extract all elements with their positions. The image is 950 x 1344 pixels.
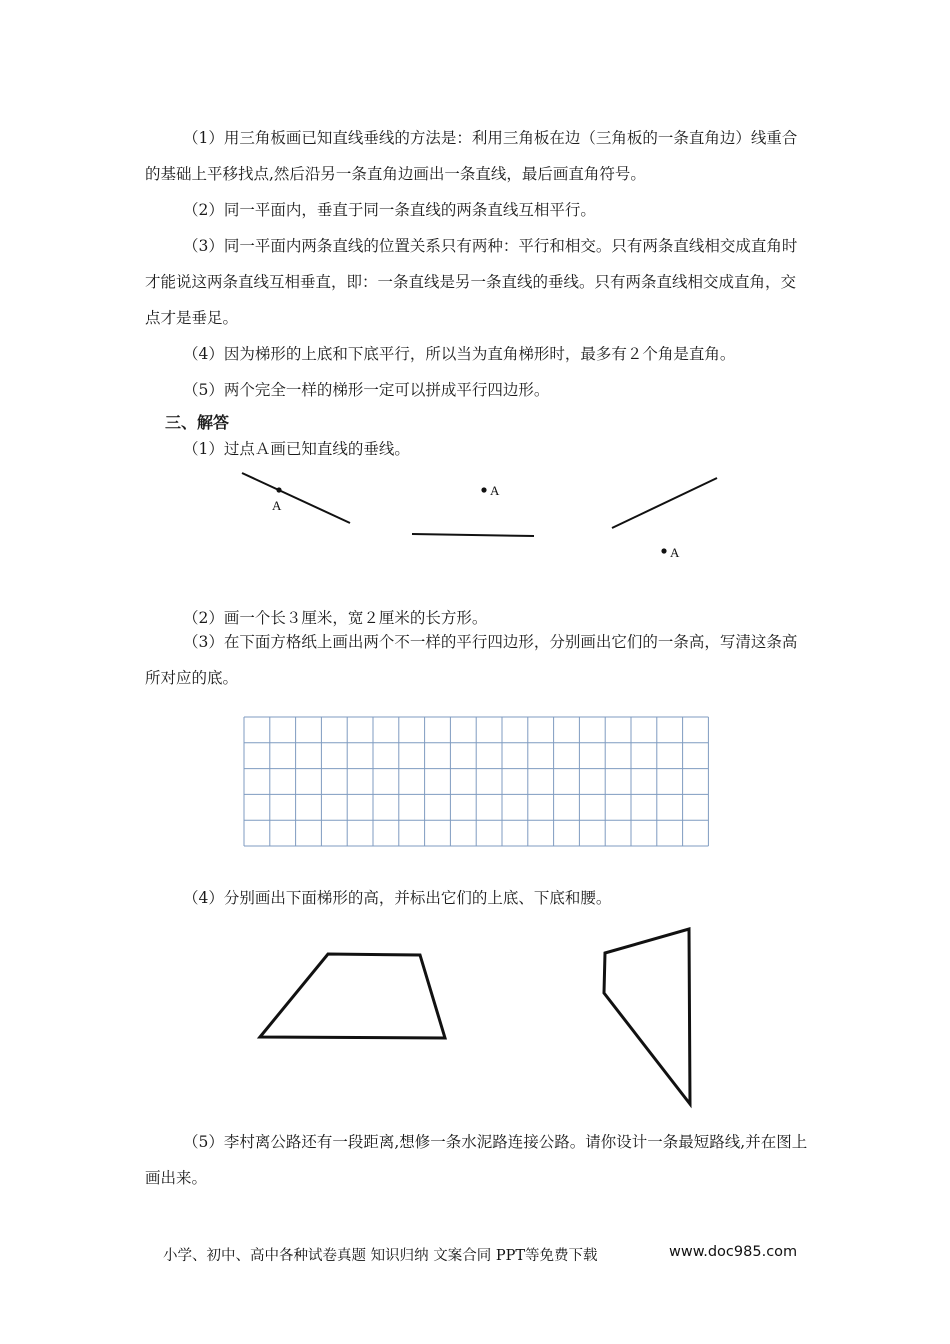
statement-1: （1）用三角板画已知直线垂线的方法是：利用三角板在边（三角板的一条直角边）线重合的基础上平移找点,然后沿另一条直角边画出一条直线，最后画直角符号。 bbox=[145, 129, 798, 183]
footer-url[interactable]: www.doc985.com bbox=[669, 1244, 798, 1260]
statement-2: （2）同一平面内，垂直于同一条直线的两条直线互相平行。 bbox=[183, 201, 596, 219]
point-a-3-label: A bbox=[670, 545, 680, 560]
question-1-text: （1）过点Ａ画已知直线的垂线。 bbox=[183, 440, 410, 458]
question-3-text: （3）在下面方格纸上画出两个不一样的平行四边形，分别画出它们的一条高，写清这条高所对应的底。 bbox=[145, 633, 798, 687]
section-heading: 三、解答 bbox=[165, 413, 230, 432]
statement-5: （5）两个完全一样的梯形一定可以拼成平行四边形。 bbox=[183, 381, 550, 399]
statement-4: （4）因为梯形的上底和下底平行，所以当为直角梯形时，最多有２个角是直角。 bbox=[183, 345, 736, 363]
footer-text: 小学、初中、高中各种试卷真题 知识归纳 文案合同 PPT等免费下载 bbox=[163, 1248, 598, 1264]
question-5-text: （5）李村离公路还有一段距离,想修一条水泥路连接公路。请你设计一条最短路线,并在图上画出来。 bbox=[145, 1133, 808, 1187]
trapezoid-1 bbox=[260, 954, 445, 1038]
question-2-text: （2）画一个长３厘米，宽２厘米的长方形。 bbox=[183, 609, 488, 627]
point-a-2-label: A bbox=[490, 483, 500, 498]
point-a-1-label: A bbox=[272, 498, 282, 513]
question-4-text: （4）分别画出下面梯形的高，并标出它们的上底、下底和腰。 bbox=[183, 889, 612, 907]
trapezoid-2 bbox=[604, 929, 690, 1104]
statement-3: （3）同一平面内两条直线的位置关系只有两种：平行和相交。只有两条直线相交成直角时才能说这两条直线互相垂直，即：一条直线是另一条直线的垂线。只有两条直线相交成直角，交点才是垂足。 bbox=[145, 237, 798, 327]
